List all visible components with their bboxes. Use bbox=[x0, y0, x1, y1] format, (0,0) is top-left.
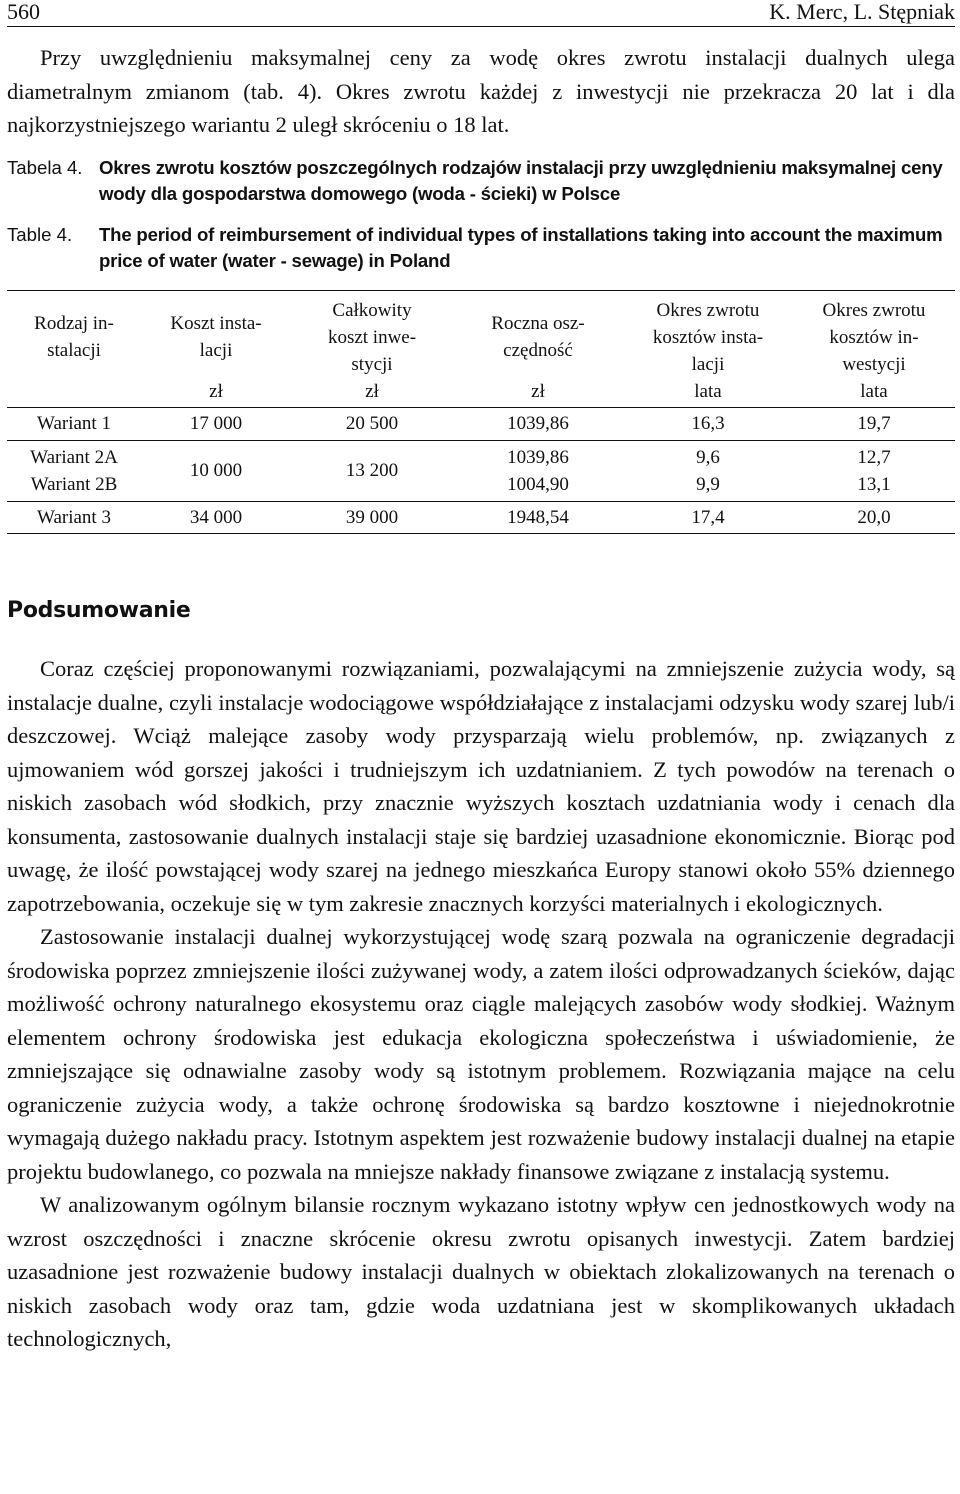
table-row-wariant-2a bbox=[7, 440, 955, 471]
running-header-authors: K. Merc, L. Stępniak bbox=[769, 0, 955, 24]
header-installation-type bbox=[7, 290, 141, 378]
table-cell: 1004,90 bbox=[507, 473, 569, 495]
header-line: Całkowity bbox=[332, 299, 412, 321]
table-header-row bbox=[7, 290, 955, 378]
unit-cell bbox=[7, 378, 141, 408]
header-line: koszt inwe- bbox=[327, 326, 417, 348]
body-paragraph: W analizowanym ogólnym bilansie rocznym wykazano istotny wpływ cen jednostkowych wody na wzrost oszczędności i znaczne skrócenie okresu zwrotu opisanych inwestycji. Zatem bardziej uzasadnione jest rozważenie budowy instalacji dualnych w obiektach zlokalizowanych na terenach o niskich zasobach wody oraz tam, gdzie woda uzdatniana jest w skomplikowanych układach technologicznych, bbox=[7, 1192, 955, 1351]
document-page bbox=[7, 0, 955, 1356]
unit-cell: lata bbox=[860, 380, 888, 402]
table-cell: 20,0 bbox=[793, 502, 955, 534]
table-cell: Wariant 1 bbox=[7, 407, 141, 440]
table-cell: 17,4 bbox=[623, 502, 793, 534]
header-line: Rodzaj in- bbox=[34, 313, 114, 334]
table-cell: 1039,86 bbox=[453, 407, 623, 440]
table-cell: 13,1 bbox=[857, 473, 891, 495]
header-installation-cost bbox=[141, 290, 291, 378]
table-cell: 12,7 bbox=[793, 440, 955, 471]
header-line: lacji bbox=[691, 353, 725, 375]
section-title: Podsumowanie bbox=[7, 598, 191, 623]
header-line: czędność bbox=[503, 340, 573, 361]
body-paragraph: Coraz częściej proponowanymi rozwiązaniami, pozwalającymi na zmniejszenie zużycia wody, są instalacje dualne, czyli instalacje wodociągowe współdziałające z instalacjami odzysku wody szarej lub/i deszczowej. Wciąż malejące zasoby wody przysparzają wielu problemów, np. związanych z ujmowaniem wód gorszej jakości i trudniejszym ich uzdatnianiem. Z tych powodów na terenach o niskich zasobach wód słodkich, przy znacznie wyższych kosztach uzdatniania wody i cenach dla konsumenta, zastosowanie dualnych instalacji staje się bardziej uzasadnione ekonomicznie. Biorąc pod uwagę, że ilość powstającej wody szarej na jednego mieszkańca Europy stanowi około 55% dziennego zapotrzebowania, oczekuje się w tym zakresie znacznych korzyści materialnych i ekologicznych. bbox=[7, 656, 955, 916]
table-cell: 19,7 bbox=[793, 407, 955, 440]
table-cell: Wariant 3 bbox=[7, 502, 141, 534]
header-line: stalacji bbox=[47, 340, 101, 361]
table-cell: 1039,86 bbox=[453, 440, 623, 471]
table-caption-polish bbox=[7, 155, 955, 207]
table-caption-english-label: Table 4. bbox=[7, 223, 73, 245]
header-line: kosztów in- bbox=[829, 326, 919, 348]
body-paragraph: Zastosowanie instalacji dualnej wykorzystującej wodę szarą pozwala na ograniczenie degradacji środowiska poprzez zmniejszenie ilości zużywanej wody, a zatem ilości odprowadzanych ścieków, dając możliwość ochrony naturalnego ekosystemu oraz ciągle malejących zasobów wody słodkiej. Ważnym elementem ochrony środowiska jest edukacja ekologiczna społeczeństwa i uświadomienie, że zmniejszające się odnawialne zasoby wody są istotnym problemem. Rozwiązania mające na celu ograniczenie zużycia wody, a także ochronę środowiska są bardzo kosztowne i niejednokrotnie wymagają dużego nakładu pracy. Istotnym aspektem jest rozważenie budowy instalacji dualnej na etapie projektu budowlanego, co pozwala na mniejsze nakłady finansowe związane z instalacją systemu. bbox=[7, 924, 955, 1184]
header-line: kosztów insta- bbox=[652, 326, 764, 348]
intro-paragraph: Przy uwzględnieniu maksymalnej ceny za wodę okres zwrotu instalacji dualnych ulega diametralnym zmianom (tab. 4). Okres zwrotu każdej z inwestycji nie przekracza 20 lat i dla najkorzystniejszego wariantu 2 uległ skróceniu o 18 lat. bbox=[7, 45, 955, 137]
table-caption-polish-label: Tabela 4. bbox=[7, 156, 83, 178]
header-line: Roczna osz- bbox=[491, 313, 585, 334]
table-cell: 9,9 bbox=[696, 473, 720, 495]
header-line: Okres zwrotu bbox=[822, 299, 926, 321]
table-cell: 1948,54 bbox=[453, 502, 623, 534]
section-body bbox=[7, 652, 955, 1356]
header-line: Okres zwrotu bbox=[656, 299, 760, 321]
table-cell: 34 000 bbox=[141, 502, 291, 534]
running-header bbox=[7, 0, 955, 27]
table-cell: Wariant 2A bbox=[7, 440, 141, 471]
payback-table bbox=[7, 290, 955, 535]
table-cell: Wariant 2B bbox=[30, 473, 118, 495]
header-total-investment-cost bbox=[291, 290, 453, 378]
table-cell: 9,6 bbox=[623, 440, 793, 471]
header-line: stycji bbox=[351, 353, 393, 375]
table-row-wariant-3 bbox=[7, 502, 955, 534]
table-row-wariant-1 bbox=[7, 407, 955, 440]
table-caption-english-text: The period of reimbursement of individual types of installations taking into account the maximum price of water (water - sewage) in Poland bbox=[99, 223, 943, 271]
page-number: 560 bbox=[7, 0, 40, 24]
table-caption-polish-text: Okres zwrotu kosztów poszczególnych rodzajów instalacji przy uwzględnieniu maksymalnej ceny wody dla gospodarstwa domowego (woda - ścieki) w Polsce bbox=[99, 156, 943, 204]
table-caption-english bbox=[7, 222, 955, 274]
table-units-row bbox=[7, 378, 955, 408]
header-investment-payback bbox=[793, 290, 955, 378]
table-cell: 10 000 bbox=[141, 440, 291, 502]
header-line: Koszt insta- bbox=[170, 313, 262, 334]
table-cell: 17 000 bbox=[141, 407, 291, 440]
header-installation-payback bbox=[623, 290, 793, 378]
header-annual-savings bbox=[453, 290, 623, 378]
table-cell: 20 500 bbox=[291, 407, 453, 440]
header-line: lacji bbox=[199, 340, 233, 361]
unit-cell: zł bbox=[365, 380, 379, 402]
unit-cell: zł bbox=[531, 380, 545, 402]
table-cell: 39 000 bbox=[291, 502, 453, 534]
unit-cell: lata bbox=[694, 380, 722, 402]
table-cell: 16,3 bbox=[623, 407, 793, 440]
unit-cell: zł bbox=[209, 380, 223, 402]
header-line: westycji bbox=[842, 353, 906, 375]
table-cell: 13 200 bbox=[291, 440, 453, 502]
